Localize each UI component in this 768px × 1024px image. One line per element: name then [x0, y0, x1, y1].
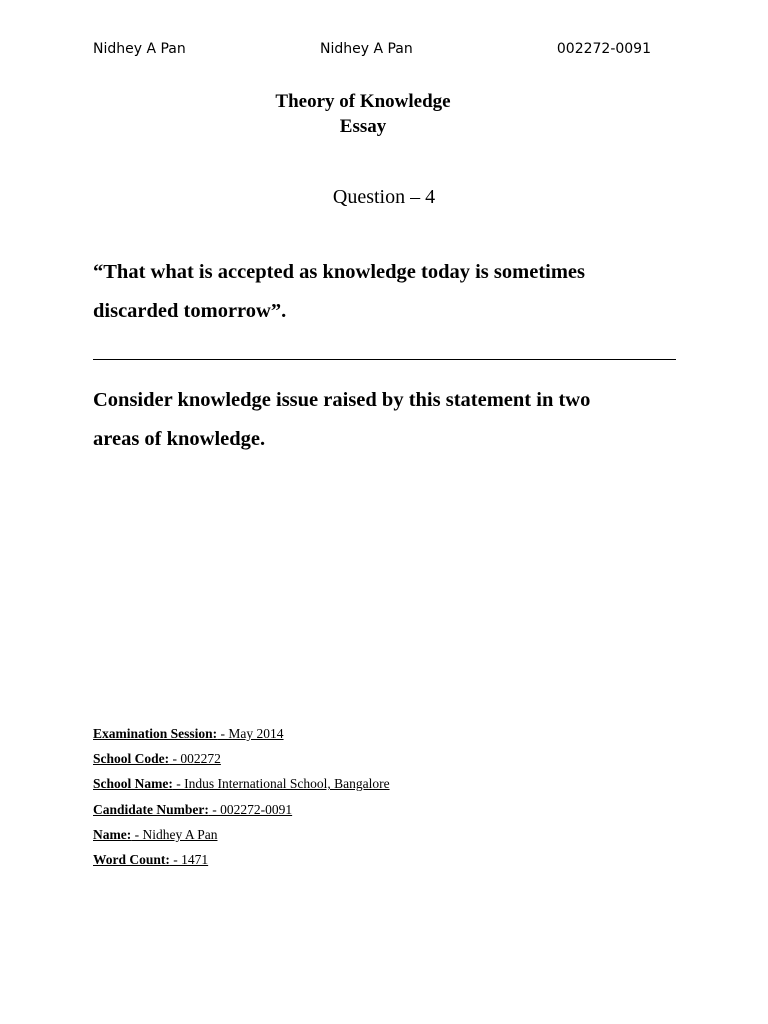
detail-value: - 1471: [169, 851, 209, 867]
detail-label: Word Count:: [93, 851, 170, 867]
detail-label: Examination Session:: [93, 726, 218, 741]
essay-prompt: [93, 381, 683, 458]
detail-value: - Nidhey A Pan: [131, 826, 218, 842]
detail-word-count: [93, 850, 693, 875]
page-header: [93, 41, 651, 61]
header-candidate-number: 002272-0091: [556, 41, 651, 57]
essay-title: [0, 89, 726, 139]
title-line-2: Essay: [339, 116, 387, 137]
detail-label: Candidate Number:: [93, 801, 209, 817]
detail-label: School Name:: [93, 776, 173, 792]
horizontal-divider: [93, 359, 676, 360]
detail-label: Name:: [93, 826, 132, 842]
title-line-1: Theory of Knowledge: [275, 91, 451, 112]
detail-candidate-number: [93, 800, 693, 825]
question-number: Question – 4: [332, 186, 436, 208]
essay-quote: [93, 253, 683, 330]
prompt-line-1: Consider knowledge issue raised by this statement in two: [93, 389, 591, 411]
prompt-line-2: areas of knowledge.: [93, 427, 266, 450]
detail-value: - 002272-0091: [208, 801, 293, 817]
header-author-center: Nidhey A Pan: [320, 41, 413, 57]
header-author-left: Nidhey A Pan: [93, 41, 186, 57]
detail-school-name: [93, 774, 693, 799]
detail-value: - 002272: [169, 751, 221, 767]
detail-exam-session: [93, 724, 693, 749]
detail-school-code: [93, 749, 693, 774]
detail-label: School Code:: [93, 751, 170, 767]
candidate-details: [93, 724, 693, 875]
detail-value: - May 2014: [217, 726, 284, 741]
detail-name: [93, 825, 693, 850]
quote-line-1: “That what is accepted as knowledge today is sometimes: [93, 261, 585, 283]
detail-value: - Indus International School, Bangalore: [172, 776, 390, 792]
quote-line-2: discarded tomorrow”.: [93, 299, 287, 322]
